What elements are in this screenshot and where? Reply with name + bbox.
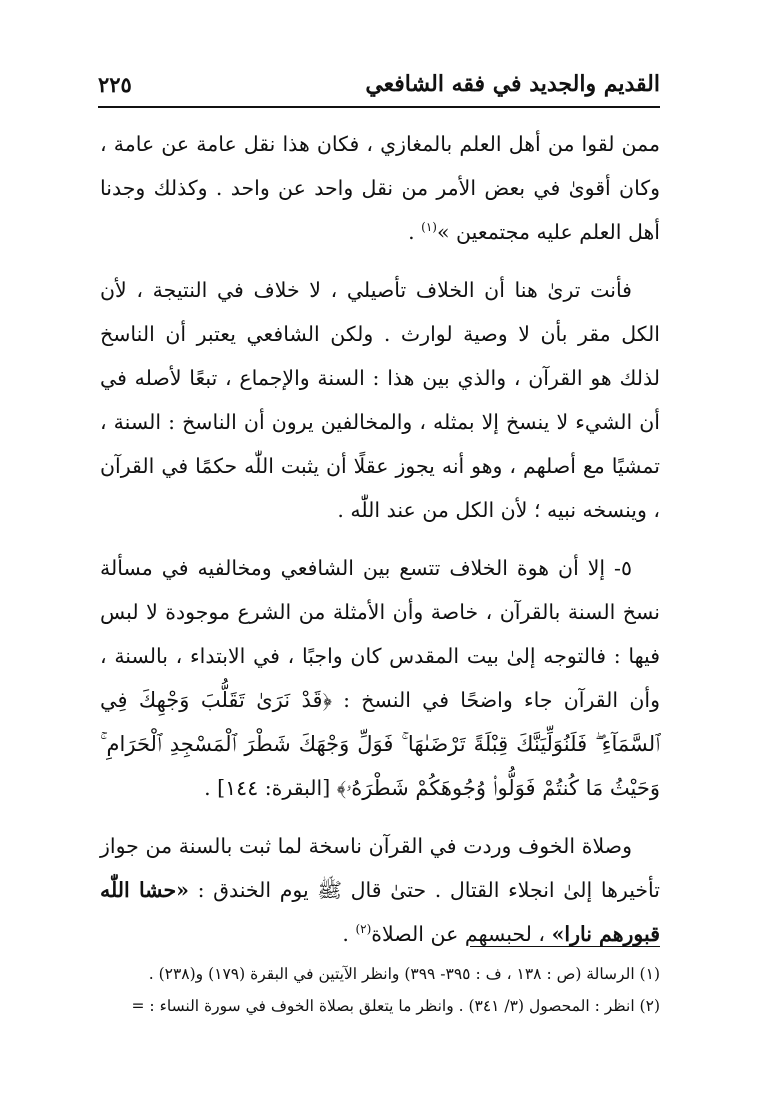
paragraph-4-after: ، لحبسهم عن الصلاة — [371, 922, 552, 946]
quran-verse: ﴿قَدْ نَرَىٰ تَقَلُّبَ وَجْهِكَ فِي ٱلسَّمَآءِ ۖ فَلَنُوَلِّيَنَّكَ قِبْلَةً تَرْضَىٰهَا ۚ فَوَلِّ وَجْهَكَ شَطْرَ ٱلْمَسْجِدِ ٱلْحَرَامِ ۚ وَحَيْثُ مَا كُنتُمْ فَوَلُّوا۟ وُجُوهَكُمْ شَطْرَهُۥ﴾ — [100, 688, 660, 800]
paragraph-4-text: وصلاة الخوف وردت في القرآن ناسخة لما ثبت بالسنة من جواز تأخيرها إلىٰ انجلاء القتال . حتىٰ قال ﷺ يوم الخندق : — [100, 834, 661, 902]
paragraph-4 — [100, 824, 660, 956]
footnote-ref-2: (٢) — [355, 922, 372, 937]
hadith-quote: «حشا اللّٰه قبورهم نارا» — [100, 878, 660, 946]
paragraph-2-text: فأنت ترىٰ هنا أن الخلاف تأصيلي ، لا خلاف في النتيجة ، لأن الكل مقر بأن لا وصية لوارث . ولكن الشافعي يعتبر أن الناسخ لذلك هو القرآن ، والذي بين هذا : السنة والإجماع ، تبعًا لأصله في أن الشيء لا ينسخ إلا بمثله ، والمخالفين يرون أن الناسخ : السنة ، تمشيًا مع أصلهم ، وهو أنه يجوز عقلًا أن يثبت اللّٰه حكمًا في القرآن ، وينسخه نبيه ؛ لأن الكل من عند اللّٰه . — [100, 278, 660, 522]
paragraph-3-text: ٥- إلا أن هوة الخلاف تتسع بين الشافعي ومخالفيه في مسألة نسخ السنة بالقرآن ، خاصة وأن الأمثلة من الشرع موجودة لا لبس فيها : فالتوجه إلىٰ بيت المقدس كان واجبًا ، في الابتداء ، بالسنة ، وأن القرآن جاء واضحًا في النسخ : — [100, 556, 660, 712]
paragraph-1-end: . — [408, 220, 422, 244]
body-text — [100, 122, 660, 970]
paragraph-1 — [100, 122, 660, 254]
verse-citation: [البقرة: ١٤٤] . — [204, 776, 337, 800]
paragraph-1-text: ممن لقوا من أهل العلم بالمغازي ، فكان هذا نقل عامة عن عامة ، وكان أقوىٰ في بعض الأمر من نقل واحد عن واحد . وكذلك وجدنا أهل العلم عليه مجتمعين » — [100, 132, 660, 244]
paragraph-4-end: . — [342, 922, 356, 946]
paragraph-3 — [100, 546, 660, 810]
page-header — [98, 62, 660, 108]
footnote-divider — [470, 946, 660, 947]
running-title: القديم والجديد في فقه الشافعي — [365, 71, 660, 97]
footnote-2: (٢) انظر : المحصول (٣/ ٣٤١) . وانظر ما يتعلق بصلاة الخوف في سورة النساء : = — [131, 997, 660, 1015]
page-number: ٢٢٥ — [98, 71, 132, 97]
footnote-ref-1: (١) — [421, 220, 437, 235]
footnote-1: (١) الرسالة (ص : ١٣٨ ، ف : ٣٩٥- ٣٩٩) وانظر الآيتين في البقرة (١٧٩) و(٢٣٨) . — [148, 965, 660, 983]
paragraph-2 — [100, 268, 660, 532]
footnotes — [100, 958, 660, 1022]
